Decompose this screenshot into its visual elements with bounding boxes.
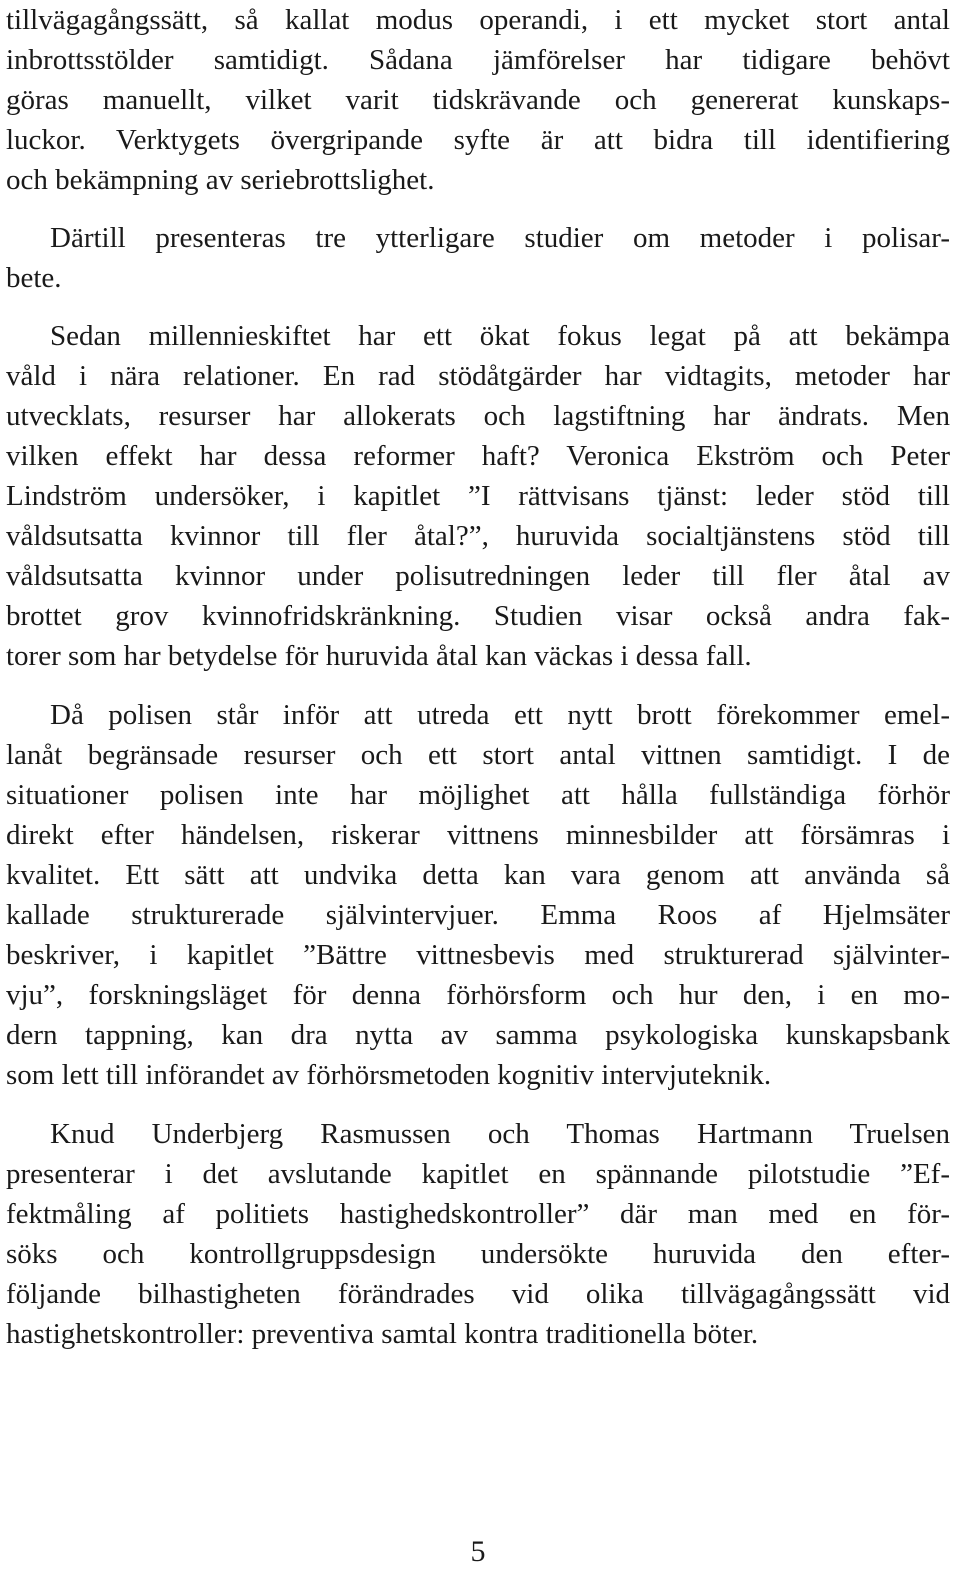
- text-line: tillvägagångssätt, så kallat modus operandi, i ett mycket stort antal: [6, 4, 950, 36]
- text-line: göras manuellt, vilket varit tidskrävande och genererat kunskaps-: [6, 84, 950, 116]
- text-line: presenterar i det avslutande kapitlet en spännande pilotstudie ”Ef-: [6, 1158, 950, 1190]
- text-line: luckor. Verktygets övergripande syfte är att bidra till identifiering: [6, 124, 950, 156]
- text-line: lanåt begränsade resurser och ett stort antal vittnen samtidigt. I de: [6, 739, 950, 771]
- text-line: situationer polisen inte har möjlighet att hålla fullständiga förhör: [6, 779, 950, 811]
- text-line: vilken effekt har dessa reformer haft? Veronica Ekström och Peter: [6, 440, 950, 472]
- text-line: utvecklats, resurser har allokerats och lagstiftning har ändrats. Men: [6, 400, 950, 432]
- text-line: Lindström undersöker, i kapitlet ”I rättvisans tjänst: leder stöd till: [6, 480, 950, 512]
- paragraph-2: [6, 218, 950, 298]
- page-number: 5: [470, 1535, 486, 1568]
- text-line: Sedan millennieskiftet har ett ökat fokus legat på att bekämpa: [50, 320, 950, 352]
- text-line: dern tappning, kan dra nytta av samma psykologiska kunskapsbank: [6, 1019, 950, 1051]
- paragraph-3: [6, 316, 950, 676]
- text-line: våldsutsatta kvinnor till fler åtal?”, huruvida socialtjänstens stöd till: [6, 520, 950, 552]
- paragraph-1: [6, 0, 950, 200]
- text-line: som lett till införandet av förhörsmetoden kognitiv intervjuteknik.: [6, 1059, 772, 1091]
- text-line: beskriver, i kapitlet ”Bättre vittnesbevis med strukturerad självinter-: [6, 939, 950, 971]
- document-page: [6, 0, 950, 1577]
- text-line: fektmåling af politiets hastighedskontroller” där man med en för-: [6, 1198, 950, 1230]
- text-line: bete.: [6, 262, 62, 294]
- text-line: våldsutsatta kvinnor under polisutredningen leder till fler åtal av: [6, 560, 950, 592]
- text-line: följande bilhastigheten förändrades vid olika tillvägagångssätt vid: [6, 1278, 950, 1310]
- text-line: och bekämpning av seriebrottslighet.: [6, 164, 435, 196]
- paragraph-5: [6, 1114, 950, 1354]
- text-line: vju”, forskningsläget för denna förhörsform och hur den, i en mo-: [6, 979, 950, 1011]
- paragraph-4: [6, 695, 950, 1095]
- text-line: Därtill presenteras tre ytterligare studier om metoder i polisar-: [50, 222, 950, 254]
- text-line: kvalitet. Ett sätt att undvika detta kan vara genom att använda så: [6, 859, 950, 891]
- text-line: Knud Underbjerg Rasmussen och Thomas Hartmann Truelsen: [50, 1118, 950, 1150]
- text-line: brottet grov kvinnofridskränkning. Studien visar också andra fak-: [6, 600, 950, 632]
- text-line: hastighetskontroller: preventiva samtal kontra traditionella böter.: [6, 1318, 759, 1350]
- text-line: söks och kontrollgruppsdesign undersökte huruvida den efter-: [6, 1238, 950, 1270]
- text-line: inbrottsstölder samtidigt. Sådana jämförelser har tidigare behövt: [6, 44, 950, 76]
- text-line: Då polisen står inför att utreda ett nytt brott förekommer emel-: [50, 699, 950, 731]
- text-line: våld i nära relationer. En rad stödåtgärder har vidtagits, metoder har: [6, 360, 950, 392]
- text-line: direkt efter händelsen, riskerar vittnens minnesbilder att försämras i: [6, 819, 950, 851]
- text-line: kallade strukturerade självintervjuer. Emma Roos af Hjelmsäter: [6, 899, 950, 931]
- text-line: torer som har betydelse för huruvida åtal kan väckas i dessa fall.: [6, 640, 752, 672]
